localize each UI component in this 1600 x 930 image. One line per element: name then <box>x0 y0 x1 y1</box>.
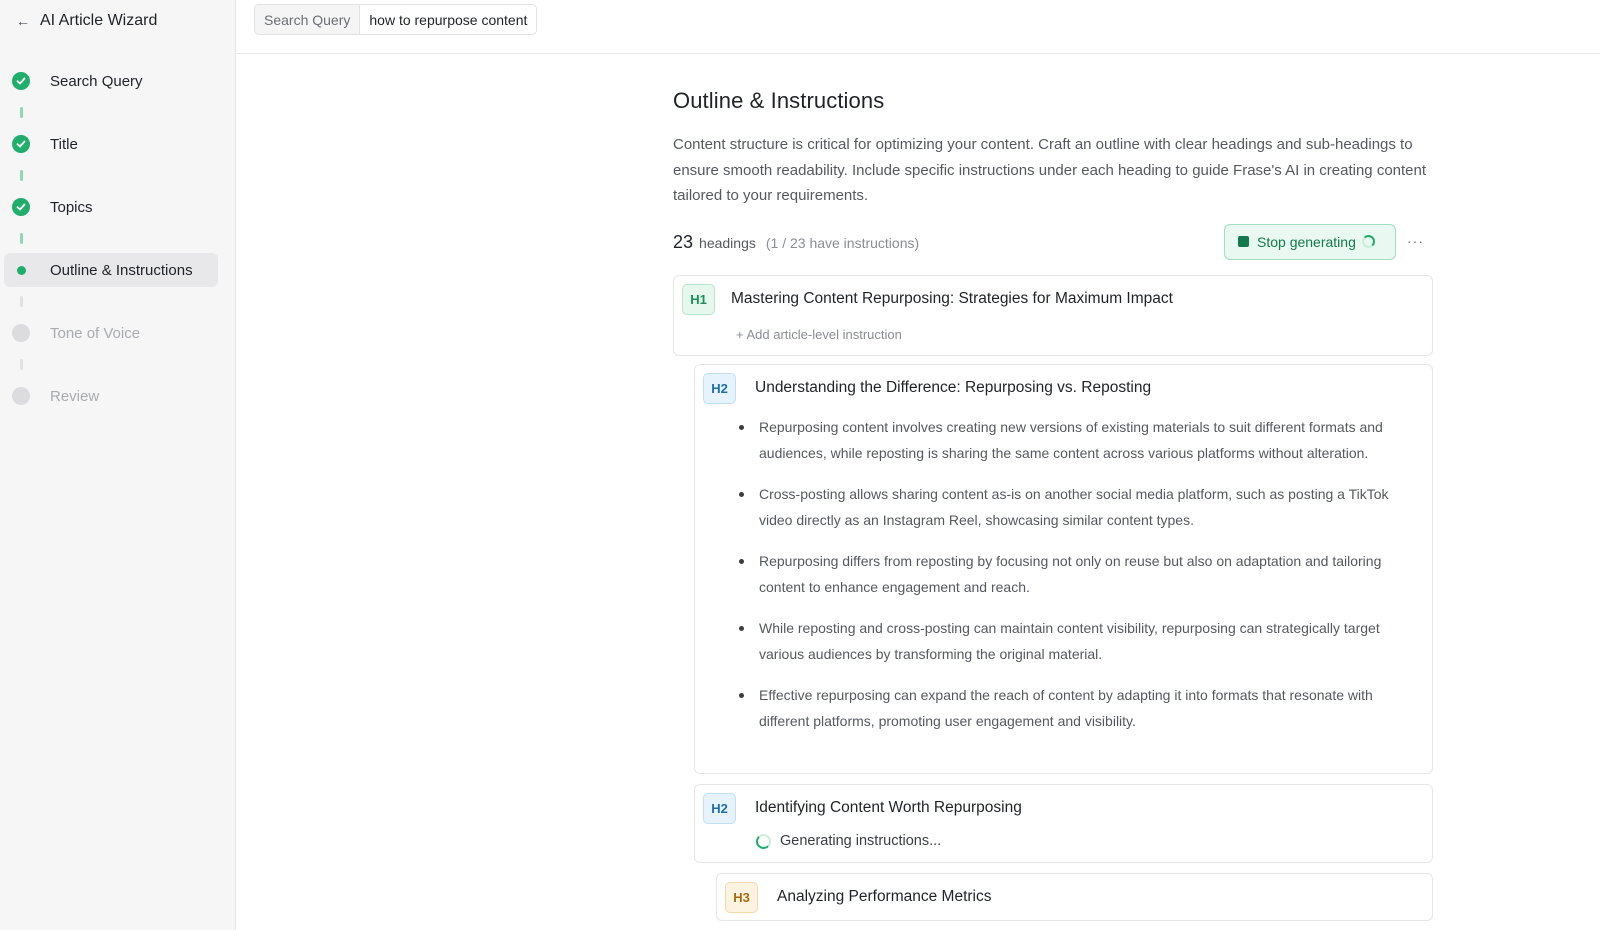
step-label: Topics <box>50 198 93 216</box>
step-connector <box>4 287 218 316</box>
page-description: Content structure is critical for optimizing your content. Craft an outline with clear headings and sub-headings to ensure smooth readability. Include specific instructions under each heading to guide Frase's AI in creating content tailored to your requirements. <box>673 136 1427 204</box>
wizard-steps <box>4 64 218 413</box>
step-topics[interactable] <box>4 190 218 224</box>
search-query-label: Search Query <box>255 5 360 34</box>
top-bar <box>237 0 1600 54</box>
stop-icon <box>1238 236 1249 247</box>
add-article-instruction-link[interactable]: + Add article-level instruction <box>736 327 902 342</box>
heading-level-badge: H2 <box>703 793 736 824</box>
instruction-item[interactable]: Repurposing differs from reposting by focusing not only on reuse but also on adaptation and tailoring content to enhance engagement and reach. <box>737 548 1417 600</box>
stop-generating-label: Stop generating <box>1257 233 1356 250</box>
heading-text[interactable]: Mastering Content Repurposing: Strategies for Maximum Impact <box>731 290 1173 307</box>
instruction-item[interactable]: Cross-posting allows sharing content as-is on another social media platform, such as posting a TikTok video directly as an Instagram Reel, showcasing similar content types. <box>737 481 1417 533</box>
instructions-status: (1 / 23 have instructions) <box>765 234 920 251</box>
step-search-query[interactable] <box>4 64 218 98</box>
step-title[interactable] <box>4 127 218 161</box>
search-query-value[interactable]: how to repurpose content <box>360 5 536 34</box>
step-label: Outline & Instructions <box>50 261 193 279</box>
loading-spinner-icon <box>1362 235 1375 248</box>
heading-text[interactable]: Understanding the Difference: Repurposing vs. Reposting <box>755 379 1152 396</box>
heading-text[interactable]: Identifying Content Worth Repurposing <box>755 799 1022 816</box>
instruction-list <box>737 414 1417 749</box>
heading-level-badge: H3 <box>725 882 758 913</box>
loading-spinner-icon <box>756 834 771 849</box>
step-label: Search Query <box>50 72 143 90</box>
back-link[interactable] <box>16 10 157 32</box>
check-circle-icon <box>12 198 30 216</box>
generating-status <box>756 833 941 849</box>
search-query-field[interactable] <box>254 4 537 35</box>
wizard-title: AI Article Wizard <box>40 12 158 29</box>
instruction-item[interactable]: Repurposing content involves creating new versions of existing materials to suit different formats and audiences, while reposting is sharing the same content across various platforms without alteration. <box>737 414 1417 466</box>
generating-label: Generating instructions... <box>780 833 942 849</box>
step-label: Review <box>50 387 100 405</box>
arrow-left-icon: ← <box>16 13 30 29</box>
step-label: Title <box>50 135 78 153</box>
step-review[interactable] <box>4 379 218 413</box>
step-connector <box>4 161 218 190</box>
step-outline-instructions[interactable] <box>4 253 218 287</box>
step-connector <box>4 350 218 379</box>
step-connector <box>4 98 218 127</box>
pending-step-dot-icon <box>12 387 30 405</box>
outline-card-h1[interactable] <box>673 275 1433 356</box>
pending-step-dot-icon <box>12 324 30 342</box>
instruction-item[interactable]: While reposting and cross-posting can maintain content visibility, repurposing can strategically target various audiences by transforming the original material. <box>737 615 1417 667</box>
main-content <box>673 88 1433 262</box>
current-step-dot-icon <box>12 261 30 279</box>
heading-count-label: headings <box>699 234 756 251</box>
outline-card-h2[interactable] <box>694 364 1433 774</box>
step-label: Tone of Voice <box>50 324 141 342</box>
more-options-button[interactable]: ··· <box>1407 232 1424 249</box>
check-circle-icon <box>12 135 30 153</box>
outline-card-h2[interactable] <box>694 784 1433 863</box>
heading-count: 23 <box>673 232 694 252</box>
outline-card-h3[interactable] <box>716 873 1433 921</box>
stop-generating-button[interactable] <box>1224 224 1396 260</box>
heading-level-badge: H2 <box>703 373 736 404</box>
page-title: Outline & Instructions <box>673 88 885 113</box>
step-connector <box>4 224 218 253</box>
instruction-item[interactable]: Effective repurposing can expand the reach of content by adapting it into formats that resonate with different platforms, promoting user engagement and visibility. <box>737 682 1417 734</box>
heading-text[interactable]: Analyzing Performance Metrics <box>777 888 992 905</box>
sidebar <box>0 0 236 930</box>
check-circle-icon <box>12 72 30 90</box>
heading-level-badge: H1 <box>682 284 715 315</box>
step-tone-of-voice[interactable] <box>4 316 218 350</box>
headings-summary <box>673 224 1433 262</box>
